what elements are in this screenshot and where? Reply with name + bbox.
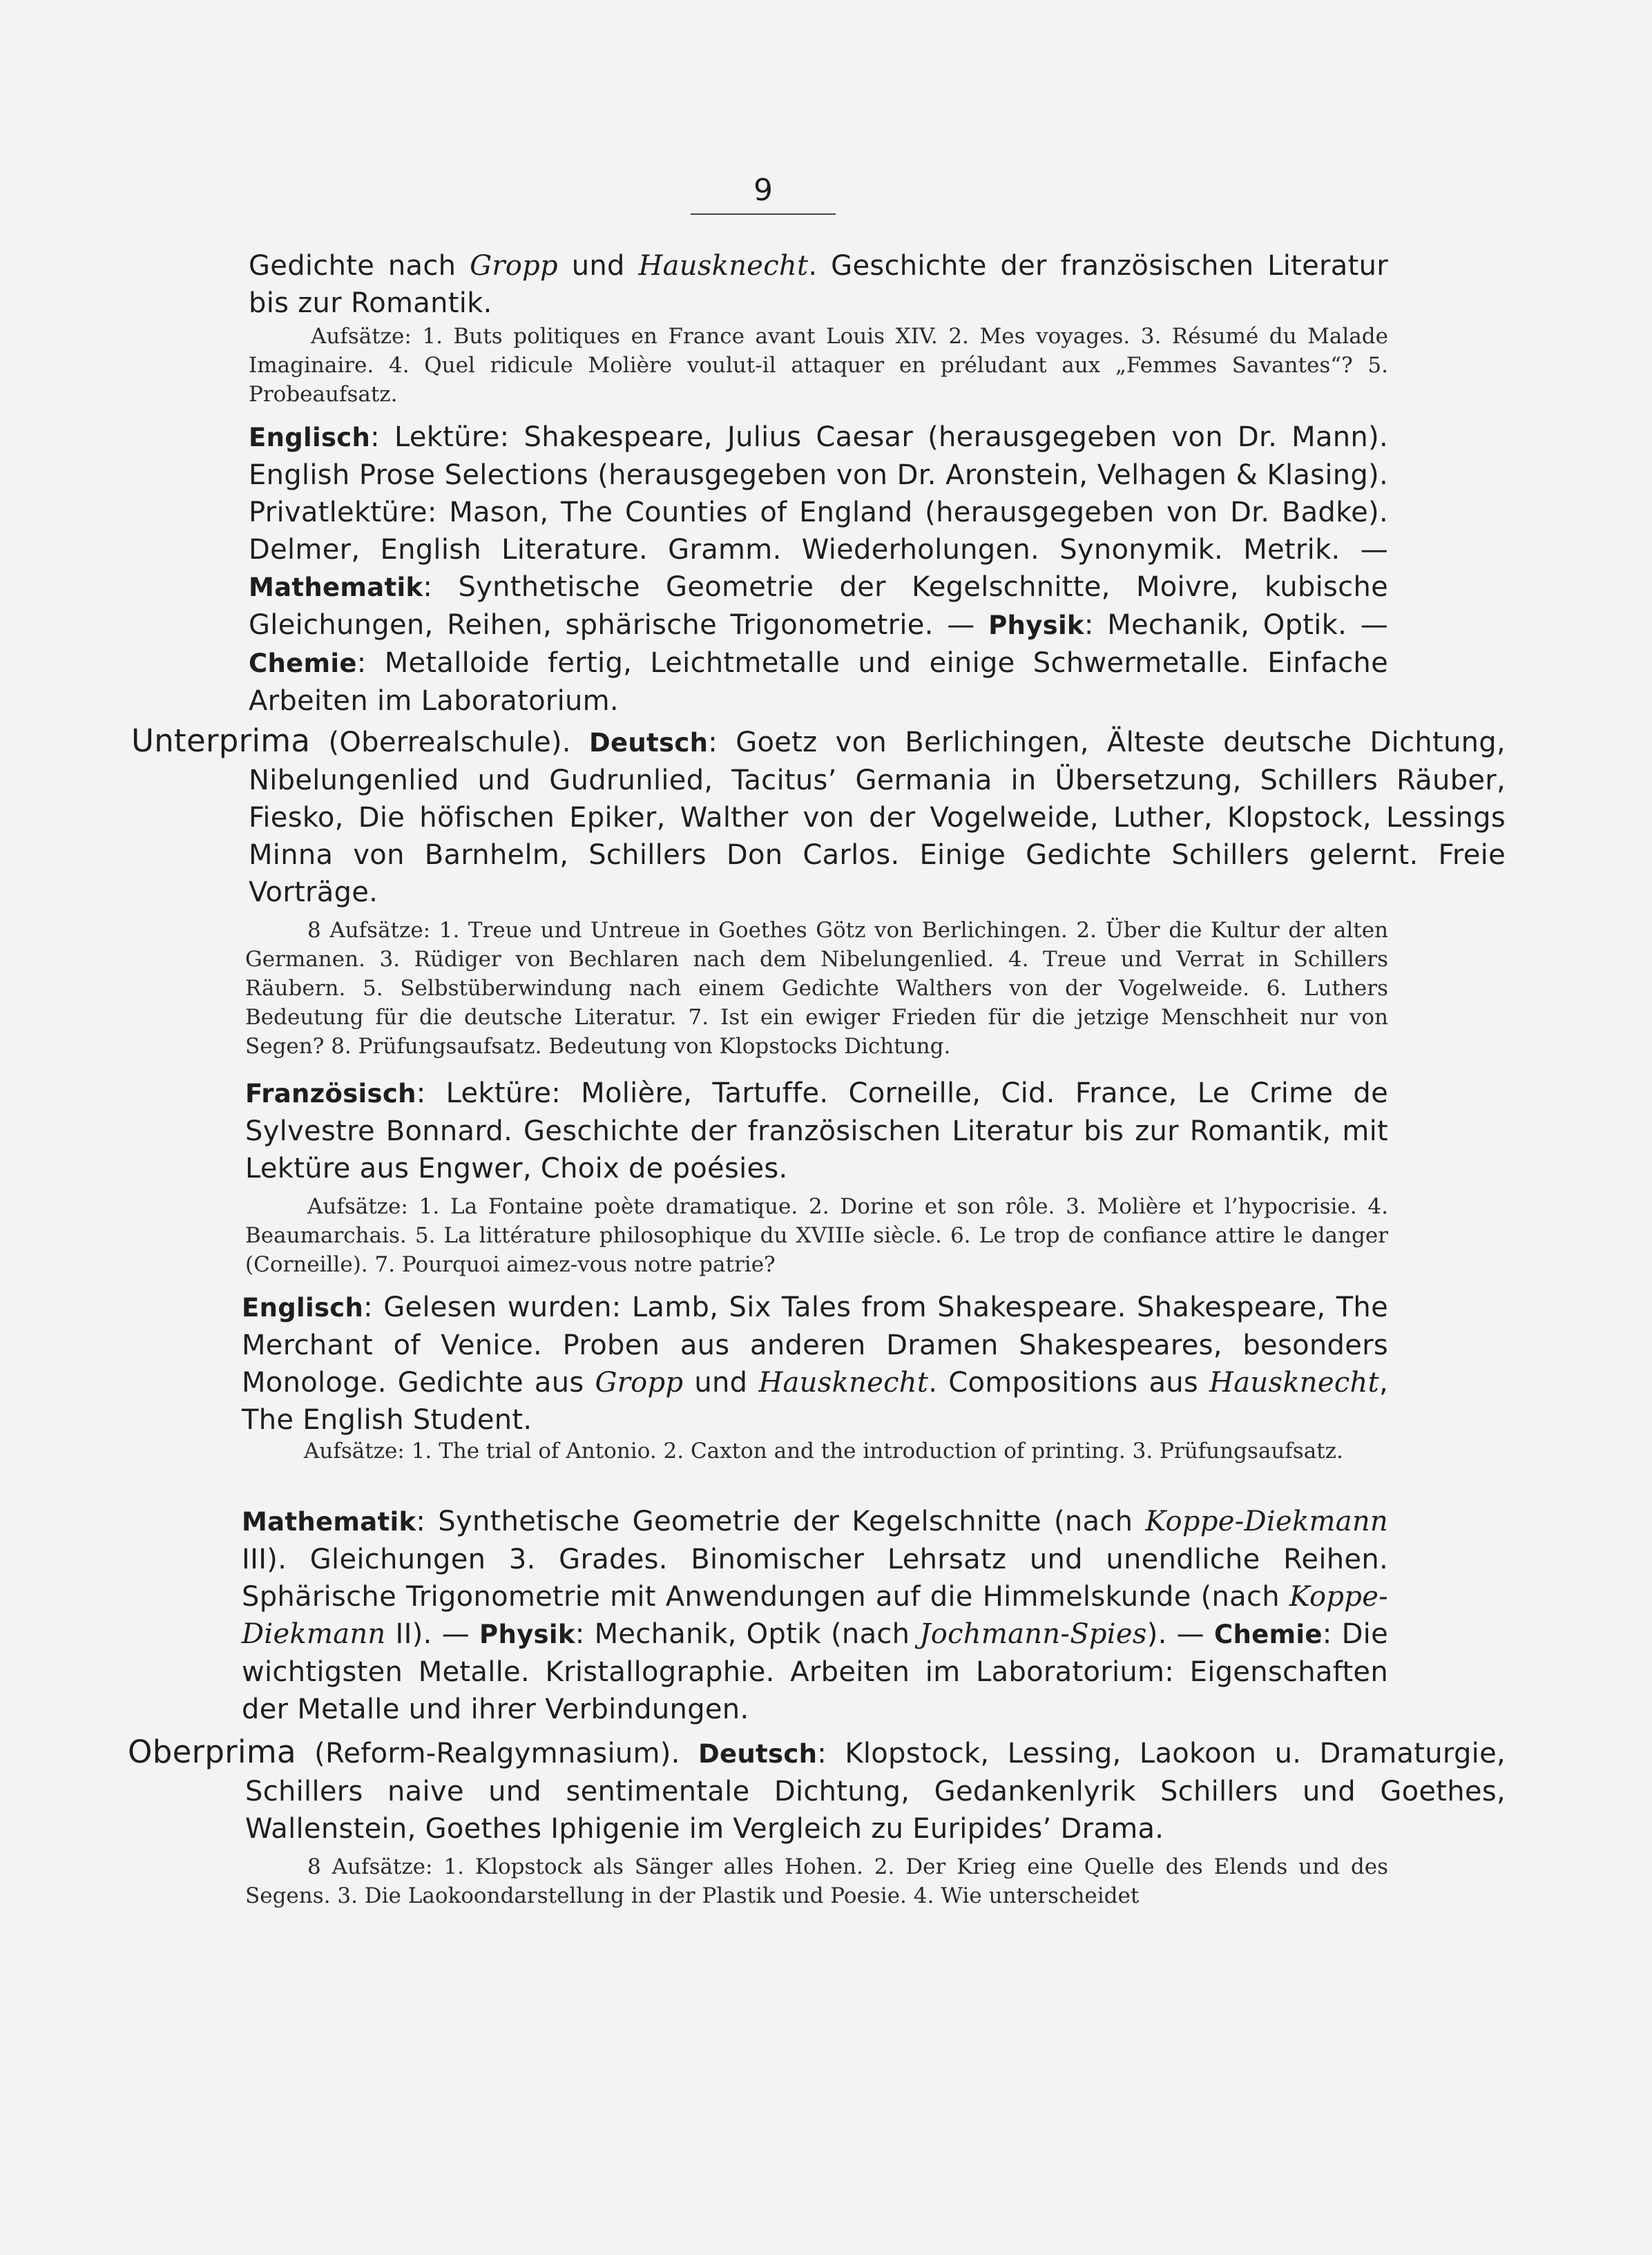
section-oberprima — [128, 1734, 1506, 1848]
author-name: Gropp — [470, 250, 558, 282]
aufsaetze-deutsch: 8 Aufsätze: 1. Treue und Untreue in Goethes Götz von Berlichingen. 2. Über die Kultur der alten Germanen. 3. Rüdiger von Bechlaren nach dem Nibelungenlied. 4. Treue und Verrat in Schillers Räubern. 5. Selbstüberwindung nach einem Gedichte Walthers von der Vogelweide. 6. Luthers Bedeutung für die deutsche Literatur. 7. Ist ein ewiger Frieden für die jetzige Menschheit nur von Segen? 8. Prüfungsaufsatz. Bedeutung von Klopstocks Dichtung. — [245, 918, 1388, 1059]
class-heading: Unterprima — [131, 722, 311, 759]
text-run: II). — — [385, 1618, 480, 1650]
text-run: : Mechanik, Optik. — — [1084, 609, 1388, 641]
author-name: Gropp — [595, 1367, 684, 1399]
text-run: III). Gleichungen 3. Grades. Binomischer Lehrsatz und unendliche Reihen. Sphärische Trigonometrie mit Anwendungen auf die Himmelskunde (nach — [242, 1544, 1388, 1613]
author-name: Hausknecht — [758, 1367, 929, 1399]
subject-label: Englisch — [242, 1293, 364, 1323]
text-run: . Compositions aus — [928, 1367, 1210, 1399]
subject-label: Physik — [479, 1620, 575, 1649]
paragraph-mathematik — [242, 1503, 1388, 1728]
section-unterprima — [131, 722, 1506, 911]
text-run: : Lektüre: Shakespeare, Julius Caesar (herausgegeben von Dr. Mann). English Prose Selections (herausgegeben von Dr. Aronstein, Velhagen & Klasing). Privatlektüre: Mason, The Counties of England (herausgegeben von Dr. Badke). Delmer, English Literature. Gramm. Wiederholungen. Synonymik. Metrik. — — [249, 421, 1388, 566]
text-run: : Synthetische Geometrie der Kegelschnitte, Moivre, kubische Gleichungen, Reihen, sphärische Trigonometrie. — — [249, 571, 1388, 641]
page-number: 9 — [691, 173, 836, 215]
subject-label: Chemie — [1214, 1620, 1323, 1649]
subject-label: Mathematik — [242, 1507, 416, 1537]
subject-label: Deutsch — [698, 1739, 818, 1769]
paragraph-englisch — [242, 1289, 1388, 1439]
author-name: Jochmann-Spies — [919, 1618, 1147, 1650]
school-type: (Oberrealschule). — [310, 727, 589, 758]
subject-label: Englisch — [249, 423, 371, 452]
author-name: Hausknecht — [638, 250, 809, 282]
aufsaetze-oberprima: 8 Aufsätze: 1. Klopstock als Sänger alles Hohen. 2. Der Krieg eine Quelle des Elends und des Segens. 3. Die Laokoondarstellung in der Plastik und Poesie. 4. Wie unterscheidet — [245, 1854, 1388, 1908]
author-name: Hausknecht — [1209, 1367, 1379, 1399]
subject-label: Französisch — [245, 1079, 416, 1109]
class-heading: Oberprima — [128, 1734, 296, 1770]
paragraph-englisch-top — [249, 419, 1388, 720]
school-type: (Reform-Realgymnasium). — [296, 1738, 698, 1769]
subject-label: Mathematik — [249, 573, 423, 602]
text-run: : Klopstock, Lessing, Laokoon u. Dramaturgie, Schillers naive und sentimentale Dichtung, Gedankenlyrik Schillers und Goethes, Wallenstein, Goethes Iphigenie im Vergleich zu Euripides’ Drama. — [245, 1738, 1506, 1845]
paragraph-franzoesisch — [245, 1075, 1388, 1187]
text-run: Gedichte nach — [249, 250, 470, 282]
text-run: . Geschichte der französischen Literatur bis zur Romantik. — [249, 250, 1388, 319]
text-run: : Lektüre: Molière, Tartuffe. Corneille, Cid. France, Le Crime de Sylvestre Bonnard. Geschichte der französischen Literatur bis zur Romantik, mit Lektüre aus Engwer, Choix de poésies. — [245, 1077, 1388, 1184]
author-name: Koppe-Diekmann — [1145, 1506, 1388, 1537]
text-run: : Die wichtigsten Metalle. Kristallographie. Arbeiten im Laboratorium: Eigenschaften der Metalle und ihrer Verbindungen. — [242, 1618, 1388, 1725]
text-run: ). — — [1146, 1618, 1215, 1650]
text-run: : Synthetische Geometrie der Kegelschnitte (nach — [416, 1506, 1146, 1537]
subject-label: Physik — [988, 611, 1084, 640]
text-run: : Mechanik, Optik (nach — [575, 1618, 920, 1650]
aufsaetze-franzoesisch: Aufsätze: 1. La Fontaine poète dramatique. 2. Dorine et son rôle. 3. Molière et l’hypocrisie. 4. Beaumarchais. 5. La littérature philosophique du XVIIIe siècle. 6. Le trop de confiance attire le danger (Corneille). 7. Pourquoi aimez-vous notre patrie? — [245, 1194, 1388, 1277]
subject-label: Deutsch — [588, 728, 709, 758]
author-name: Koppe-Diekmann — [242, 1581, 1388, 1650]
text-run: und — [557, 250, 639, 282]
text-run: : Metalloide fertig, Leichtmetalle und einige Schwermetalle. Einfache Arbeiten im Laboratorium. — [249, 647, 1388, 717]
text-run: , The English Student. — [242, 1367, 1388, 1436]
paragraph-gedichte — [249, 247, 1388, 322]
subject-label: Chemie — [249, 649, 357, 678]
text-run: : Gelesen wurden: Lamb, Six Tales from Shakespeare. Shakespeare, The Merchant of Venice. Proben aus anderen Dramen Shakespeares, besonders Monologe. Gedichte aus — [242, 1292, 1388, 1399]
text-run: : Goetz von Berlichingen, Älteste deutsche Dichtung, Nibelungenlied und Gudrunlied, Tacitus’ Germania in Übersetzung, Schillers Räuber, Fiesko, Die höfischen Epiker, Walther von der Vogelweide, Luther, Klopstock, Lessings Minna von Barnhelm, Schillers Don Carlos. Einige Gedichte Schillers gelernt. Freie Vorträge. — [249, 727, 1506, 908]
text-run: und — [683, 1367, 759, 1399]
aufsaetze-englisch: Aufsätze: 1. The trial of Antonio. 2. Caxton and the introduction of printing. 3. Prüfungsaufsatz. — [304, 1439, 1343, 1464]
aufsaetze-franzoesisch-top: Aufsätze: 1. Buts politiques en France avant Louis XIV. 2. Mes voyages. 3. Résumé du Malade Imaginaire. 4. Quel ridicule Molière voulut-il attaquer en préludant aux „Femmes Savantes“? 5. Probeaufsatz. — [249, 324, 1388, 407]
